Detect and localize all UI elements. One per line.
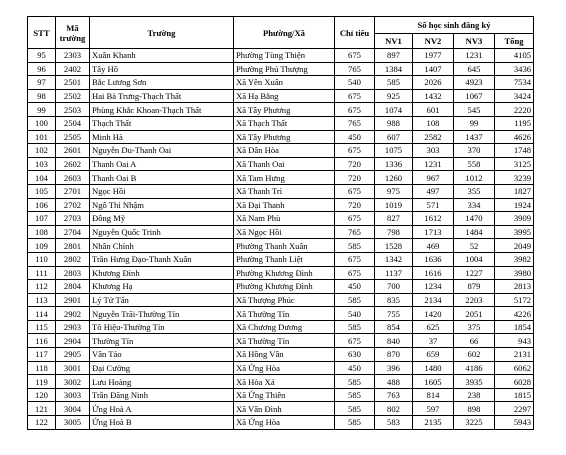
- cell-phuong-xa: Xã Tây Phương: [234, 130, 335, 144]
- cell-nv1: 607: [375, 130, 413, 144]
- cell-ma-truong: 3004: [56, 402, 90, 416]
- cell-nv3: 238: [454, 388, 495, 402]
- cell-nv2: 1713: [413, 225, 454, 239]
- cell-phuong-xa: Phường Phú Thượng: [234, 62, 335, 76]
- cell-tong: 3424: [495, 89, 534, 103]
- cell-chi-tieu: 675: [335, 184, 375, 198]
- cell-nv3: 545: [454, 103, 495, 117]
- cell-ma-truong: 2505: [56, 130, 90, 144]
- cell-nv2: 1636: [413, 252, 454, 266]
- cell-nv2: 1977: [413, 49, 454, 63]
- cell-tong: 2131: [495, 348, 534, 362]
- cell-stt: 103: [28, 157, 56, 171]
- cell-stt: 97: [28, 76, 56, 90]
- table-row: [28, 388, 534, 402]
- cell-tong: 2220: [495, 103, 534, 117]
- cell-phuong-xa: Xã Hồng Vân: [234, 348, 335, 362]
- cell-stt: 107: [28, 212, 56, 226]
- cell-nv1: 1384: [375, 62, 413, 76]
- cell-stt: 114: [28, 307, 56, 321]
- cell-ma-truong: 2704: [56, 225, 90, 239]
- cell-ma-truong: 3005: [56, 416, 90, 430]
- cell-truong: Nguyễn Quốc Trinh: [90, 225, 234, 239]
- cell-nv1: 1342: [375, 252, 413, 266]
- cell-stt: 111: [28, 266, 56, 280]
- cell-nv3: 66: [454, 334, 495, 348]
- header-so-hoc-sinh: Số học sinh đăng ký: [375, 17, 534, 34]
- cell-phuong-xa: Xã Thường Tín: [234, 307, 335, 321]
- cell-tong: 6028: [495, 375, 534, 389]
- cell-nv1: 1528: [375, 239, 413, 253]
- cell-phuong-xa: Xã Thanh Oai: [234, 157, 335, 171]
- cell-tong: 3982: [495, 252, 534, 266]
- cell-stt: 118: [28, 361, 56, 375]
- cell-phuong-xa: Xã Thanh Trì: [234, 184, 335, 198]
- cell-nv3: 4923: [454, 76, 495, 90]
- cell-ma-truong: 2603: [56, 171, 90, 185]
- cell-nv2: 1612: [413, 212, 454, 226]
- cell-ma-truong: 2703: [56, 212, 90, 226]
- cell-truong: Tây Hồ: [90, 62, 234, 76]
- cell-ma-truong: 3002: [56, 375, 90, 389]
- table-row: [28, 184, 534, 198]
- cell-truong: Vân Tảo: [90, 348, 234, 362]
- cell-stt: 100: [28, 116, 56, 130]
- cell-phuong-xa: Xã Ngọc Hồi: [234, 225, 335, 239]
- cell-nv2: 2135: [413, 416, 454, 430]
- header-truong: Trường: [90, 17, 234, 49]
- cell-nv1: 798: [375, 225, 413, 239]
- cell-chi-tieu: 675: [335, 252, 375, 266]
- table-row: [28, 130, 534, 144]
- cell-truong: Minh Hà: [90, 130, 234, 144]
- cell-ma-truong: 2701: [56, 184, 90, 198]
- table-row: [28, 416, 534, 430]
- cell-ma-truong: 2501: [56, 76, 90, 90]
- cell-truong: Lưu Hoàng: [90, 375, 234, 389]
- cell-ma-truong: 2602: [56, 157, 90, 171]
- table-row: [28, 361, 534, 375]
- cell-stt: 102: [28, 144, 56, 158]
- table-row: [28, 171, 534, 185]
- table-row: [28, 348, 534, 362]
- table-row: [28, 89, 534, 103]
- cell-nv1: 1075: [375, 144, 413, 158]
- cell-ma-truong: 2402: [56, 62, 90, 76]
- cell-truong: Thạch Thất: [90, 116, 234, 130]
- table-body: [28, 49, 534, 430]
- cell-nv3: 1484: [454, 225, 495, 239]
- cell-nv3: 645: [454, 62, 495, 76]
- cell-truong: Tô Hiệu-Thường Tín: [90, 320, 234, 334]
- cell-phuong-xa: Xã Vân Đình: [234, 402, 335, 416]
- cell-tong: 2297: [495, 402, 534, 416]
- cell-nv2: 1605: [413, 375, 454, 389]
- cell-phuong-xa: Xã Thường Tín: [234, 334, 335, 348]
- cell-nv2: 37: [413, 334, 454, 348]
- cell-tong: 1748: [495, 144, 534, 158]
- cell-nv2: 1407: [413, 62, 454, 76]
- cell-stt: 110: [28, 252, 56, 266]
- cell-nv2: 1231: [413, 157, 454, 171]
- cell-phuong-xa: Xã Nam Phù: [234, 212, 335, 226]
- cell-nv3: 558: [454, 157, 495, 171]
- cell-ma-truong: 2902: [56, 307, 90, 321]
- cell-stt: 109: [28, 239, 56, 253]
- cell-nv1: 897: [375, 49, 413, 63]
- cell-stt: 115: [28, 320, 56, 334]
- cell-nv2: 1432: [413, 89, 454, 103]
- cell-nv2: 659: [413, 348, 454, 362]
- cell-tong: 4105: [495, 49, 534, 63]
- cell-stt: 117: [28, 348, 56, 362]
- cell-stt: 108: [28, 225, 56, 239]
- table-row: [28, 266, 534, 280]
- cell-chi-tieu: 720: [335, 171, 375, 185]
- table-header: [28, 17, 534, 49]
- cell-tong: 1815: [495, 388, 534, 402]
- cell-ma-truong: 2502: [56, 89, 90, 103]
- cell-tong: 4626: [495, 130, 534, 144]
- cell-nv1: 840: [375, 334, 413, 348]
- table-row: [28, 239, 534, 253]
- cell-truong: Thanh Oai B: [90, 171, 234, 185]
- cell-truong: Ngô Thì Nhậm: [90, 198, 234, 212]
- cell-nv2: 597: [413, 402, 454, 416]
- cell-nv1: 1019: [375, 198, 413, 212]
- cell-nv2: 571: [413, 198, 454, 212]
- cell-phuong-xa: Xã Hòa Xá: [234, 375, 335, 389]
- cell-nv1: 1074: [375, 103, 413, 117]
- cell-tong: 2813: [495, 280, 534, 294]
- cell-phuong-xa: Xã Thượng Phúc: [234, 293, 335, 307]
- cell-chi-tieu: 585: [335, 293, 375, 307]
- cell-nv3: 1004: [454, 252, 495, 266]
- cell-tong: 5943: [495, 416, 534, 430]
- cell-nv3: 898: [454, 402, 495, 416]
- cell-ma-truong: 2303: [56, 49, 90, 63]
- table-row: [28, 49, 534, 63]
- header-ma-truong: Mã trường: [56, 17, 90, 49]
- cell-nv3: 1437: [454, 130, 495, 144]
- cell-nv1: 700: [375, 280, 413, 294]
- cell-ma-truong: 2702: [56, 198, 90, 212]
- cell-nv3: 52: [454, 239, 495, 253]
- cell-nv3: 3225: [454, 416, 495, 430]
- header-chi-tieu: Chỉ tiêu: [335, 17, 375, 49]
- cell-nv1: 827: [375, 212, 413, 226]
- cell-phuong-xa: Xã Đại Thanh: [234, 198, 335, 212]
- cell-tong: 6062: [495, 361, 534, 375]
- table-row: [28, 144, 534, 158]
- cell-tong: 1854: [495, 320, 534, 334]
- cell-nv2: 1616: [413, 266, 454, 280]
- cell-tong: 2049: [495, 239, 534, 253]
- cell-chi-tieu: 585: [335, 239, 375, 253]
- cell-truong: Ngọc Hồi: [90, 184, 234, 198]
- cell-nv3: 1470: [454, 212, 495, 226]
- table-row: [28, 334, 534, 348]
- cell-stt: 113: [28, 293, 56, 307]
- cell-phuong-xa: Phường Thanh Liệt: [234, 252, 335, 266]
- header-phuong-xa: Phường/Xã: [234, 17, 335, 49]
- cell-nv3: 2203: [454, 293, 495, 307]
- cell-phuong-xa: Phường Tùng Thiện: [234, 49, 335, 63]
- cell-nv3: 3935: [454, 375, 495, 389]
- cell-nv3: 2051: [454, 307, 495, 321]
- cell-truong: Trần Đăng Ninh: [90, 388, 234, 402]
- cell-chi-tieu: 675: [335, 49, 375, 63]
- cell-stt: 95: [28, 49, 56, 63]
- table-row: [28, 116, 534, 130]
- cell-nv2: 303: [413, 144, 454, 158]
- cell-chi-tieu: 540: [335, 76, 375, 90]
- cell-tong: 3995: [495, 225, 534, 239]
- cell-nv1: 488: [375, 375, 413, 389]
- cell-nv1: 763: [375, 388, 413, 402]
- cell-phuong-xa: Phường Khương Đình: [234, 280, 335, 294]
- cell-nv2: 2026: [413, 76, 454, 90]
- cell-stt: 101: [28, 130, 56, 144]
- cell-tong: 5172: [495, 293, 534, 307]
- cell-phuong-xa: Phường Thanh Xuân: [234, 239, 335, 253]
- cell-tong: 1195: [495, 116, 534, 130]
- cell-nv1: 583: [375, 416, 413, 430]
- cell-ma-truong: 2904: [56, 334, 90, 348]
- table-row: [28, 225, 534, 239]
- cell-chi-tieu: 450: [335, 130, 375, 144]
- cell-nv1: 1260: [375, 171, 413, 185]
- cell-nv2: 2582: [413, 130, 454, 144]
- cell-nv1: 396: [375, 361, 413, 375]
- cell-truong: Phùng Khắc Khoan-Thạch Thất: [90, 103, 234, 117]
- table-row: [28, 307, 534, 321]
- cell-truong: Thường Tín: [90, 334, 234, 348]
- table-row: [28, 375, 534, 389]
- cell-ma-truong: 2801: [56, 239, 90, 253]
- cell-tong: 3125: [495, 157, 534, 171]
- cell-chi-tieu: 450: [335, 280, 375, 294]
- cell-phuong-xa: Xã Tây Phương: [234, 103, 335, 117]
- table-row: [28, 402, 534, 416]
- cell-nv1: 854: [375, 320, 413, 334]
- cell-phuong-xa: Xã Chương Dương: [234, 320, 335, 334]
- cell-chi-tieu: 585: [335, 402, 375, 416]
- cell-tong: 1924: [495, 198, 534, 212]
- cell-nv2: 2134: [413, 293, 454, 307]
- cell-stt: 121: [28, 402, 56, 416]
- cell-nv2: 967: [413, 171, 454, 185]
- cell-truong: Thanh Oai A: [90, 157, 234, 171]
- cell-chi-tieu: 675: [335, 89, 375, 103]
- cell-truong: Trần Hưng Đạo-Thanh Xuân: [90, 252, 234, 266]
- cell-ma-truong: 3001: [56, 361, 90, 375]
- cell-nv3: 355: [454, 184, 495, 198]
- cell-truong: Khương Hạ: [90, 280, 234, 294]
- cell-chi-tieu: 450: [335, 361, 375, 375]
- cell-nv1: 988: [375, 116, 413, 130]
- table-row: [28, 62, 534, 76]
- cell-tong: 1827: [495, 184, 534, 198]
- cell-chi-tieu: 765: [335, 116, 375, 130]
- cell-nv3: 334: [454, 198, 495, 212]
- cell-stt: 112: [28, 280, 56, 294]
- cell-ma-truong: 2905: [56, 348, 90, 362]
- cell-nv3: 4186: [454, 361, 495, 375]
- cell-chi-tieu: 585: [335, 375, 375, 389]
- cell-tong: 943: [495, 334, 534, 348]
- cell-phuong-xa: Xã Ứng Thiên: [234, 388, 335, 402]
- header-nv1: NV1: [375, 34, 413, 49]
- cell-stt: 104: [28, 171, 56, 185]
- cell-stt: 116: [28, 334, 56, 348]
- cell-nv2: 497: [413, 184, 454, 198]
- cell-nv2: 1480: [413, 361, 454, 375]
- cell-chi-tieu: 585: [335, 388, 375, 402]
- cell-tong: 4226: [495, 307, 534, 321]
- cell-chi-tieu: 540: [335, 307, 375, 321]
- cell-ma-truong: 2601: [56, 144, 90, 158]
- table-row: [28, 280, 534, 294]
- cell-ma-truong: 2903: [56, 320, 90, 334]
- cell-ma-truong: 3003: [56, 388, 90, 402]
- cell-tong: 3980: [495, 266, 534, 280]
- cell-stt: 122: [28, 416, 56, 430]
- cell-truong: Hai Bà Trưng-Thạch Thất: [90, 89, 234, 103]
- cell-nv1: 1336: [375, 157, 413, 171]
- cell-phuong-xa: Xã Hạ Bằng: [234, 89, 335, 103]
- cell-phuong-xa: Xã Yên Xuân: [234, 76, 335, 90]
- cell-stt: 120: [28, 388, 56, 402]
- cell-stt: 98: [28, 89, 56, 103]
- table-row: [28, 252, 534, 266]
- table-row: [28, 212, 534, 226]
- table-row: [28, 157, 534, 171]
- cell-tong: 7534: [495, 76, 534, 90]
- cell-phuong-xa: Phường Khương Đình: [234, 266, 335, 280]
- cell-nv3: 1227: [454, 266, 495, 280]
- cell-truong: Khương Đình: [90, 266, 234, 280]
- cell-chi-tieu: 765: [335, 62, 375, 76]
- cell-nv3: 1012: [454, 171, 495, 185]
- cell-ma-truong: 2804: [56, 280, 90, 294]
- cell-truong: Đông Mỹ: [90, 212, 234, 226]
- cell-ma-truong: 2803: [56, 266, 90, 280]
- cell-nv1: 975: [375, 184, 413, 198]
- cell-chi-tieu: 765: [335, 225, 375, 239]
- cell-ma-truong: 2503: [56, 103, 90, 117]
- cell-chi-tieu: 675: [335, 266, 375, 280]
- cell-nv2: 108: [413, 116, 454, 130]
- cell-chi-tieu: 675: [335, 334, 375, 348]
- cell-truong: Nhân Chính: [90, 239, 234, 253]
- cell-stt: 99: [28, 103, 56, 117]
- cell-chi-tieu: 585: [335, 416, 375, 430]
- cell-phuong-xa: Xã Ứng Hòa: [234, 361, 335, 375]
- cell-ma-truong: 2802: [56, 252, 90, 266]
- cell-chi-tieu: 675: [335, 144, 375, 158]
- registration-table: [27, 16, 534, 430]
- cell-tong: 3436: [495, 62, 534, 76]
- cell-tong: 3909: [495, 212, 534, 226]
- cell-stt: 106: [28, 198, 56, 212]
- cell-nv1: 802: [375, 402, 413, 416]
- cell-nv2: 1420: [413, 307, 454, 321]
- header-nv2: NV2: [413, 34, 454, 49]
- cell-truong: Bắc Lương Sơn: [90, 76, 234, 90]
- cell-stt: 96: [28, 62, 56, 76]
- cell-truong: Lý Tử Tấn: [90, 293, 234, 307]
- cell-truong: Ứng Hoà B: [90, 416, 234, 430]
- cell-phuong-xa: Xã Thạch Thất: [234, 116, 335, 130]
- cell-truong: Ứng Hoà A: [90, 402, 234, 416]
- cell-nv1: 585: [375, 76, 413, 90]
- cell-chi-tieu: 720: [335, 198, 375, 212]
- cell-nv1: 835: [375, 293, 413, 307]
- cell-ma-truong: 2901: [56, 293, 90, 307]
- cell-nv2: 601: [413, 103, 454, 117]
- cell-chi-tieu: 675: [335, 103, 375, 117]
- cell-stt: 119: [28, 375, 56, 389]
- cell-nv1: 925: [375, 89, 413, 103]
- cell-ma-truong: 2504: [56, 116, 90, 130]
- cell-chi-tieu: 675: [335, 212, 375, 226]
- cell-chi-tieu: 630: [335, 348, 375, 362]
- header-tong: Tổng: [495, 34, 534, 49]
- table-row: [28, 293, 534, 307]
- header-nv3: NV3: [454, 34, 495, 49]
- cell-nv1: 870: [375, 348, 413, 362]
- cell-nv3: 99: [454, 116, 495, 130]
- cell-truong: Xuân Khanh: [90, 49, 234, 63]
- cell-truong: Nguyễn Trãi-Thường Tín: [90, 307, 234, 321]
- header-stt: STT: [28, 17, 56, 49]
- cell-tong: 3239: [495, 171, 534, 185]
- cell-nv1: 755: [375, 307, 413, 321]
- cell-nv2: 814: [413, 388, 454, 402]
- cell-nv1: 1137: [375, 266, 413, 280]
- cell-phuong-xa: Xã Ứng Hòa: [234, 416, 335, 430]
- cell-truong: Đại Cường: [90, 361, 234, 375]
- cell-nv3: 879: [454, 280, 495, 294]
- cell-nv2: 625: [413, 320, 454, 334]
- cell-chi-tieu: 720: [335, 157, 375, 171]
- cell-nv3: 375: [454, 320, 495, 334]
- cell-truong: Nguyễn Du-Thanh Oai: [90, 144, 234, 158]
- table-row: [28, 320, 534, 334]
- cell-nv3: 602: [454, 348, 495, 362]
- cell-chi-tieu: 585: [335, 320, 375, 334]
- cell-nv3: 370: [454, 144, 495, 158]
- table-row: [28, 103, 534, 117]
- cell-nv2: 469: [413, 239, 454, 253]
- table-row: [28, 198, 534, 212]
- cell-phuong-xa: Xã Dân Hòa: [234, 144, 335, 158]
- table-row: [28, 76, 534, 90]
- cell-nv3: 1067: [454, 89, 495, 103]
- cell-stt: 105: [28, 184, 56, 198]
- cell-phuong-xa: Xã Tam Hưng: [234, 171, 335, 185]
- cell-nv3: 1231: [454, 49, 495, 63]
- cell-nv2: 1234: [413, 280, 454, 294]
